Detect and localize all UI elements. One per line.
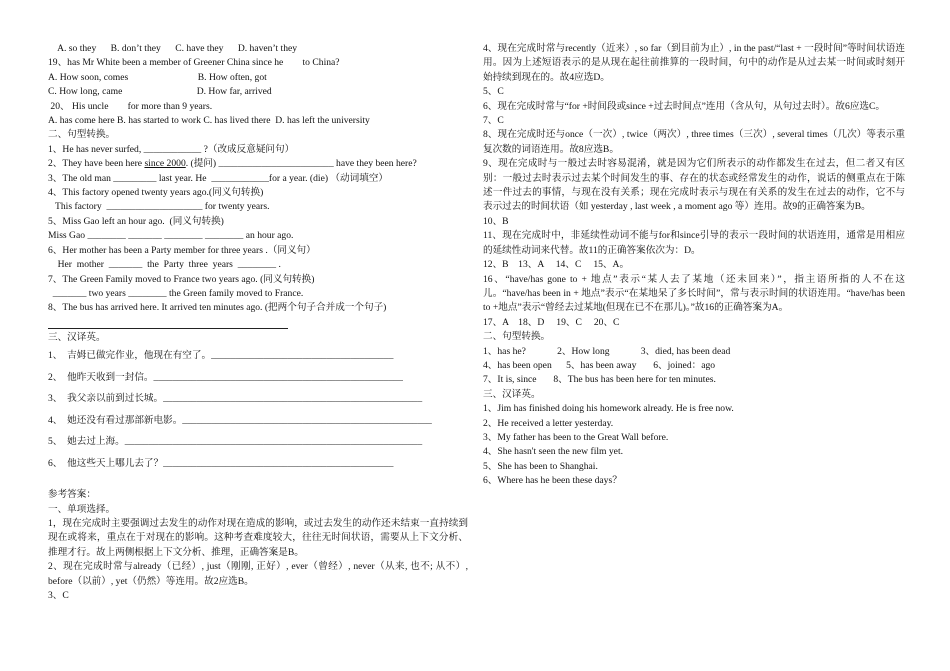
transform-q5: 5、Miss Gao left an hour ago. (同义句转换) [48,215,224,227]
mc-option-line: A. so they B. don’t they C. have they D. haven’t they [48,43,298,54]
answer-blank-line [48,316,288,329]
mc-question-20: 20、 His uncle for more than 9 years. [48,100,213,112]
answer-9: 9、现在完成时与一般过去时容易混淆，就是因为它们所表示的动作都发生在过去，但二者又有区别：一般过去时表示过去某个时间发生的事、存在的状态或经常发生的动作，说话的侧重点在于陈述一件过去的事情，与现在没有关系；现在完成时表示与现在有关系的发生在过去的动作，它不与表示过去的时间状语（如 yesterday , last week , a moment ago 等）连用。故9的正确答案为B。 [483,158,905,213]
answer-12-15: 12、B 13、A 14、C 15、A。 [483,259,630,271]
answer-2: 2、现在完成时常与already（已经）, just（刚刚, 正好）, ever（曾经）, never（从来, 也不; 从不）, before（以前）, yet（仍然）等连用。故2应选B。 [48,561,468,587]
answer-17-20: 17、A 18、D 19、C 20、C [483,316,620,328]
answer-8: 8、现在完成时还与once（一次）, twice（两次）, three times（三次）, several times（几次）等表示重复次数的词语连用。故8应选B。 [483,129,905,155]
transform-q5-blank: Miss Gao ________ _______ ________ ________ an hour ago. [48,230,294,242]
transform-answers-row: 7、It is, since 8、The bus has been here for ten minutes. [483,374,716,386]
transform-q6: 6、Her mother has been a Party member for three years .（同义句） [48,244,316,256]
q2-text: 2、They have been here [48,158,145,170]
answer-6: 6、现在完成时常与“for +时间段或since +过去时间点”连用（含从句，从句过去时）。故6应选C。 [483,100,886,112]
translate-answer-4: 4、She hasn't seen the new film yet. [483,446,624,458]
transform-answers-row: 4、has been open 5、has been away 6、joined：ago [483,359,716,371]
transform-answers-row: 1、has he? 2、How long 3、died, has been dead [483,345,731,357]
right-column [483,42,905,489]
answers-section-title: 三、汉译英。 [483,388,541,400]
section-title: 三、汉译英。 [48,331,106,343]
translate-q5: 5、 她去过上海。______________________________________________________________ [48,436,423,448]
answers-title: 参考答案： [48,489,96,501]
translate-q4: 4、 她还没有看过那部新电影。____________________________________________________ [48,414,432,426]
translate-answer-2: 2、He received a letter yesterday. [483,417,614,429]
transform-q7-blank: _______ two years ________ the Green family moved to France. [48,287,304,299]
mc-option-line: A. How soon, comes B. How often, got [48,71,267,83]
q2-underlined: since 2000 [144,158,186,170]
transform-q6-blank: Her mother _______ the Party three years ________ . [48,259,281,271]
transform-q8: 8、The bus has arrived here. It arrived ten minutes ago. (把两个句子合并成一个句子) [48,302,387,314]
spacer [48,474,468,488]
answer-1: 1，现在完成时主要强调过去发生的动作对现在造成的影响，或过去发生的动作还未结束一直持续到现在或将来，重点在于对现在的影响。这种考查难度较大，往往无时间状语，需要从上下文分析、推理才行。故上两侧根据上下文分析、推理，正确答案是B。 [48,517,468,558]
answer-4: 4、现在完成时常与recently（近来）, so far（到目前为止）, in the past/“last + 一段时间”等时间状语连用。因为上述短语表示的是从现在起往前推算的一段时间，句中的动作是从过去某一时间或时刻开始持续到现在的。故4应选D。 [483,43,905,83]
left-column [48,42,468,603]
answer-5: 5、C [483,86,504,98]
answers-section-title: 一、单项选择。 [48,503,116,515]
answer-7: 7、C [483,115,504,127]
mc-option-line: A. has come here B. has started to work C. has lived there D. has left the university [48,115,370,127]
section-title: 二、句型转换。 [48,129,116,141]
answer-11: 11、现在完成时中，非延续性动词不能与for和since引导的表示一段时间的状语连用，通常是用相应的延续性动词来代替。故11的正确答案依次为：D。 [483,230,905,256]
transform-q7: 7、The Green Family moved to France two years ago. (同义句转换) [48,273,315,285]
answer-3: 3、C [48,589,69,601]
answer-16: 16、“have/has gone to + 地点”表示“某人去了某地（还未回来）”，指主语所指的人不在这儿。“have/has been in + 地点”表示“在某地呆了多长时间”，常与表示时间的状语连用。“have/has been to +地点”表示“曾经去过某地(但现在已不在那儿)。”故16的正确答案为A。 [483,273,905,314]
translate-answer-3: 3、My father has been to the Great Wall before. [483,431,669,443]
answer-10: 10、B [483,215,509,227]
translate-q3: 3、 我父亲以前到过长城。______________________________________________________ [48,393,423,405]
transform-q1: 1、He has never surfed, ____________ ?（改成反意疑问句） [48,143,295,155]
transform-q2 [48,157,468,171]
translate-answer-6: 6、Where has he been these days？ [483,475,622,487]
transform-q4-blank: This factory ____________________ for twenty years. [48,201,270,213]
answers-section-title: 二、句型转换。 [483,331,551,343]
mc-option-line: C. How long, came D. How far, arrived [48,86,272,98]
translate-q6: 6、 他这些天上哪儿去了？________________________________________________ [48,457,394,469]
transform-q4: 4、This factory opened twenty years ago.(同义句转换) [48,187,264,199]
transform-q3: 3、The old man _________ last year. He ____________for a year. (die) （动词填空） [48,172,388,184]
translate-q2: 2、 他昨天收到一封信。____________________________________________________ [48,371,403,383]
translate-answer-1: 1、Jim has finished doing his homework already. He is free now. [483,403,734,415]
mc-question-19: 19、has Mr White been a member of Greener China since he to China? [48,57,340,69]
q2-text: . (提问) ________________________ have they been here? [185,158,417,170]
translate-q1: 1、 吉姆已做完作业，他现在有空了。______________________________________ [48,350,394,362]
translate-answer-5: 5、She has been to Shanghai. [483,460,598,472]
